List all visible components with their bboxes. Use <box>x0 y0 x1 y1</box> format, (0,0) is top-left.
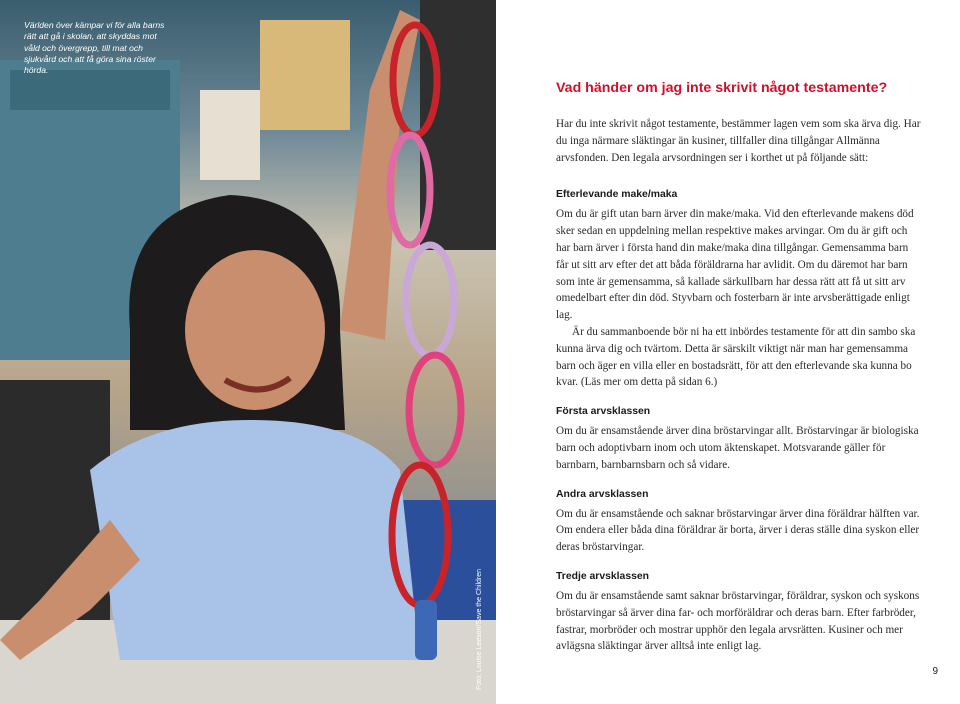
page-number: 9 <box>932 666 938 677</box>
text-column <box>556 80 922 655</box>
intro-paragraph: Har du inte skrivit något testamente, bestämmer lagen vem som ska ärva dig. Har du inga närmare släktingar än kusiner, tillfaller dina tillgångar Allmänna arvsfonden. Den legala arvsordningen ser i korthet ut på följande sätt: <box>556 118 921 164</box>
section-paragraph: Om du är ensamstående och saknar bröstarvingar ärver dina föräldrar hälften var. Om endera eller båda dina föräldrar är borta, ärver i deras ställe dina syskon eller deras bröstarvingar. <box>556 507 920 554</box>
photo-credit: Foto: Louise Leeson/Save the Children <box>476 568 483 690</box>
section-paragraph: Om du är ensamstående ärver dina bröstarvingar allt. Bröstarvingar är biologiska barn och adoptivbarn inom och utom äktenskapet. Motsvarande gäller för barnbarn, barnbarnsbarn och så vidare. <box>556 425 919 471</box>
section-heading-tredje: Tredje arvsklassen <box>556 570 650 582</box>
face <box>185 250 325 410</box>
section-paragraph: Om du är gift utan barn ärver din make/maka. Vid den efterlevande makens död sker sedan en uppdelning mellan respektive makes arvingar. Om du är gift och har barn ärver i första hand din make/maka dina tillgångar. Gemensamma barn får ut sitt arv efter det att båda föräldrarna har avlidit. Om du däremot har barn som inte är gemensamma, så kallade särkullbarn har dessa rätt att få ut sitt arv omedelbart efter din död. Styvbarn och fosterbarn är inte arvsberättigade enligt lag. <box>556 208 914 322</box>
photo-caption: Världen över kämpar vi för alla barns rätt att gå i skolan, att skyddas mot våld och övergrepp, till mat och sjukvård och att få göra sina röster hörda. <box>24 20 165 76</box>
section-paragraph: Om du är ensamstående samt saknar bröstarvingar, föräldrar, syskon och syskons bröstarvingar så ärver dina far- och morföräldrar och deras barn. Efter farbröder, fastrar, morbröder och mostrar upphör den legala arvsrätten. Kusiner och mer avlägsna släktingar ärver alltså inte enligt lag. <box>556 589 920 653</box>
section-heading-andra: Andra arvsklassen <box>556 488 649 500</box>
section-heading-forsta: Första arvsklassen <box>556 406 651 418</box>
page-title: Vad händer om jag inte skrivit något testamente? <box>556 80 888 96</box>
section-paragraph: Är du sammanboende bör ni ha ett inbördes testamente för att din sambo ska kunna ärva dig och tvärtom. Detta är särskilt viktigt när man har gemensamma barn och äger en villa eller en bostadsrätt, för att den efterlevande ska kunna bo kvar. (Läs mer om detta på sidan 6.) <box>556 325 916 389</box>
gingham-dress <box>90 420 420 660</box>
section-heading-efterlevande: Efterlevande make/maka <box>556 189 678 201</box>
